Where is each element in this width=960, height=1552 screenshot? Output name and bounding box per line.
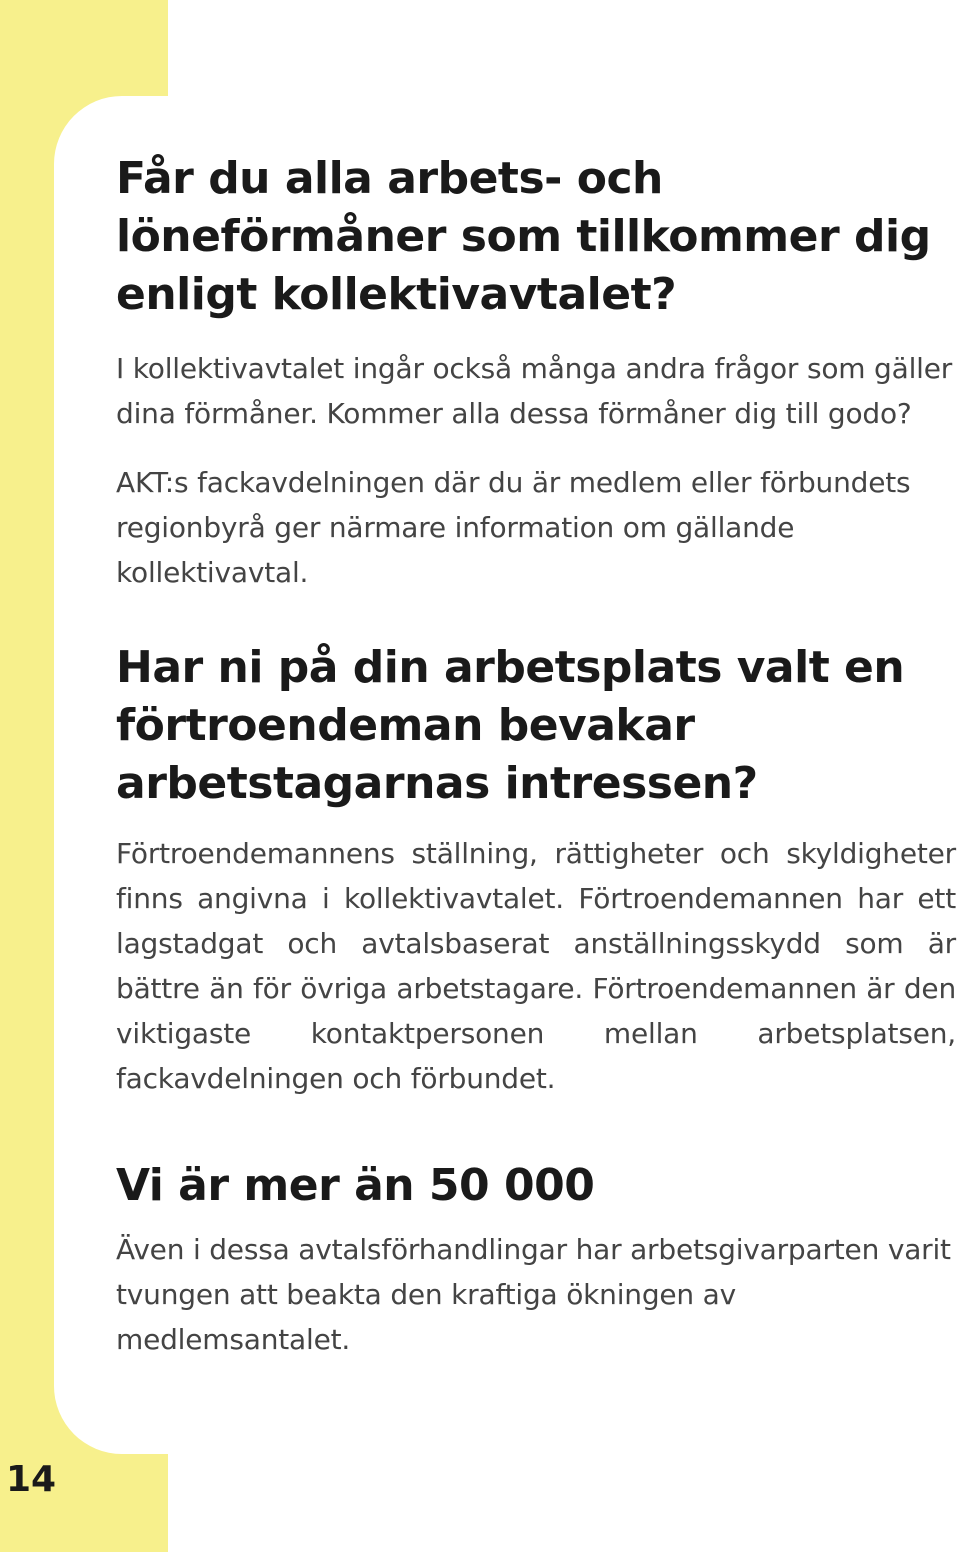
- page-content: [116, 150, 956, 1362]
- paragraph-benefits: I kollektivavtalet ingår också många andra frågor som gäller dina förmåner. Kommer alla dessa förmåner dig till godo?: [116, 352, 953, 430]
- heading-shop-steward: Har ni på din arbetsplats valt en förtroendeman bevakar arbetstagarnas intressen?: [116, 642, 905, 809]
- paragraph-information: AKT:s fackavdelningen där du är medlem eller förbundets regionbyrå ger närmare information om gällande kollektivavtal.: [116, 466, 911, 589]
- paragraph-shop-steward: Förtroendemannens ställning, rättigheter och skyldigheter finns angivna i kollektivavtalet. Förtroendemannen har ett lagstadgat och avtalsbaserat anställningsskydd som är bättre än för övriga arbetstagare. Förtroendemannen är den viktigaste kontaktpersonen mellan arbetsplatsen, fackavdelningen och förbundet.: [116, 837, 956, 1095]
- heading-members: Vi är mer än 50 000: [116, 1160, 595, 1211]
- heading-benefits: Får du alla arbets- och löneförmåner som tillkommer dig enligt kollektivavtalet?: [116, 153, 931, 320]
- paragraph-members: Även i dessa avtalsförhandlingar har arbetsgivarparten varit tvungen att beakta den kraftiga ökningen av medlemsantalet.: [116, 1233, 951, 1356]
- page-number: 14: [6, 1459, 57, 1500]
